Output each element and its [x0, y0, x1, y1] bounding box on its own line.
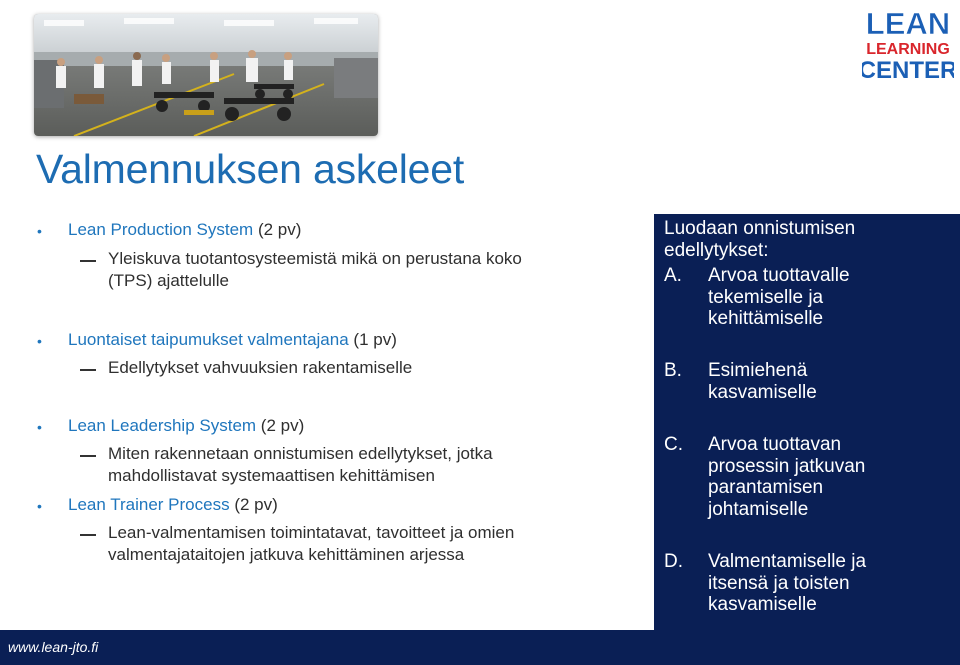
- section-heading: Luontaiset taipumukset valmentajana (1 pv): [68, 330, 397, 349]
- page-title: Valmennuksen askeleet: [36, 146, 465, 192]
- section-detail: Lean-valmentamisen toimintatavat, tavoitteet ja omien valmentajataitojen jatkuva kehittäminen arjessa: [108, 523, 515, 564]
- bullet-icon: •: [37, 419, 42, 435]
- panel-item-c: C. Arvoa tuottavan prosessin jatkuvan parantamisen johtamiselle: [664, 434, 866, 520]
- lean-learning-center-logo: [862, 6, 954, 84]
- panel-item-b: B. Esimiehenä kasvamiselle: [664, 360, 817, 403]
- panel-intro: Luodaan onnistumisen edellytykset:: [664, 218, 856, 261]
- dash-icon: [80, 455, 96, 457]
- prerequisites-panel: [654, 214, 960, 630]
- svg-text:LEARNING: LEARNING: [866, 41, 950, 58]
- dash-icon: [80, 260, 96, 262]
- section-heading: Lean Leadership System (2 pv): [68, 416, 305, 435]
- panel-item-d: D. Valmentamiselle ja itsensä ja toisten kasvamiselle: [664, 551, 867, 615]
- bullet-icon: •: [37, 498, 42, 514]
- section-detail: Miten rakennetaan onnistumisen edellytykset, jotka mahdollistavat systemaattisen kehittämisen: [108, 444, 493, 485]
- section-detail: Yleiskuva tuotantosysteemistä mikä on perustana koko (TPS) ajattelulle: [108, 249, 522, 290]
- bullet-icon: •: [37, 333, 42, 349]
- panel-item-a: A. Arvoa tuottavalle tekemiselle ja kehittämiselle: [664, 265, 850, 329]
- footer-bar: [0, 630, 960, 665]
- svg-text:LEAN: LEAN: [865, 6, 951, 41]
- dash-icon: [80, 534, 96, 536]
- section-detail: Edellytykset vahvuuksien rakentamiselle: [108, 358, 413, 377]
- section-heading: Lean Trainer Process (2 pv): [68, 495, 278, 514]
- website-link[interactable]: www.lean-jto.fi: [8, 639, 99, 655]
- bullet-icon: •: [37, 223, 42, 239]
- svg-text:CENTER: CENTER: [862, 57, 954, 84]
- dash-icon: [80, 369, 96, 371]
- section-heading: Lean Production System (2 pv): [68, 220, 302, 239]
